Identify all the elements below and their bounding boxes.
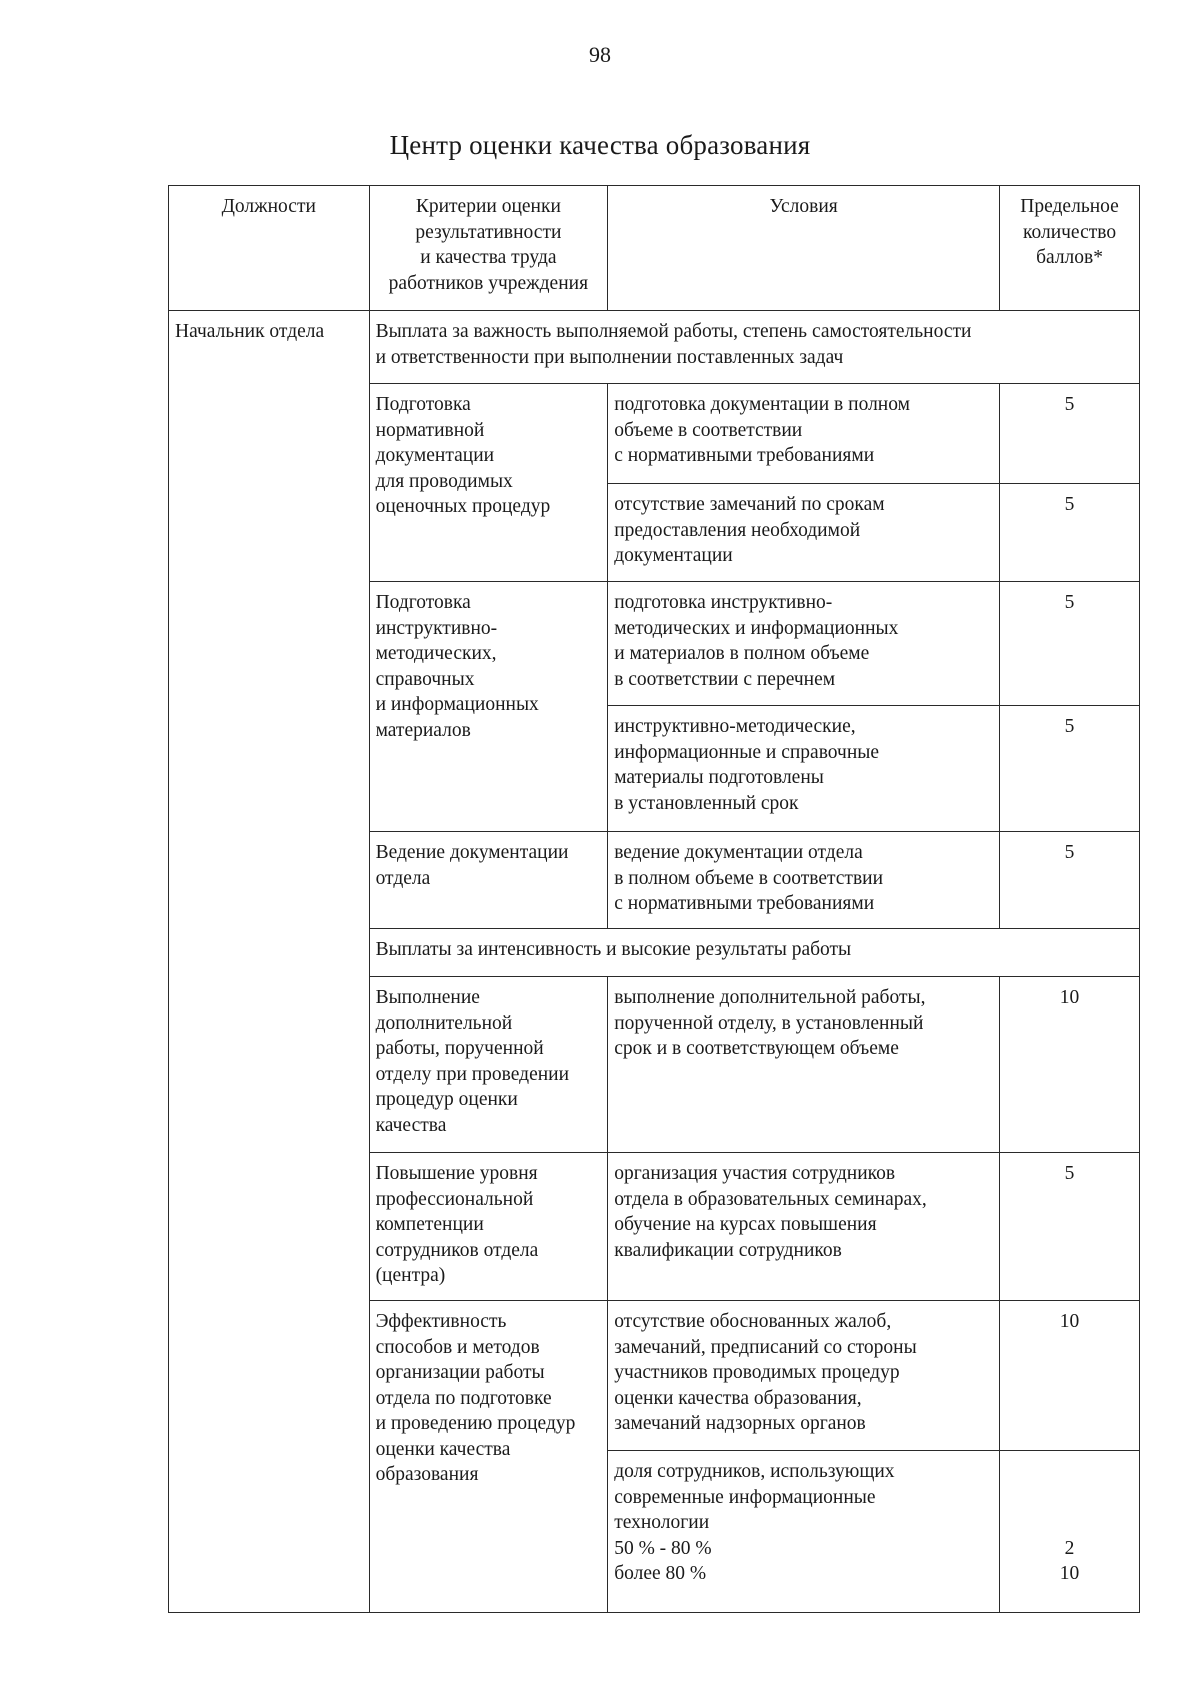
header-criteria: Критерии оценки результативности и качества труда работников учреждения <box>369 186 608 311</box>
criterion-name: Эффективность способов и методов организации работы отдела по подготовке и проведению процедур оценки качества образования <box>369 1301 608 1613</box>
condition-text: выполнение дополнительной работы, порученной отделу, в установленный срок и в соответствующем объеме <box>608 977 1000 1153</box>
points-spacer <box>1006 1459 1133 1485</box>
points-value: 2 <box>1064 1537 1075 1559</box>
points-spacer <box>1006 1485 1133 1511</box>
points-value: 5 <box>1000 706 1140 832</box>
points-value: 10 <box>1000 1301 1140 1451</box>
criterion-name: Ведение документации отдела <box>369 832 608 929</box>
points-value: 5 <box>1000 832 1140 929</box>
condition-text: организация участия сотрудников отдела в образовательных семинарах, обучение на курсах повышения квалификации сотрудников <box>608 1153 1000 1301</box>
criterion-name: Подготовка нормативной документации для проводимых оценочных процедур <box>369 384 608 582</box>
points-value: 5 <box>1000 484 1140 582</box>
points-cell <box>1000 1451 1140 1613</box>
condition-text: подготовка инструктивно- методических и информационных и материалов в полном объеме в соответствии с перечнем <box>608 582 1000 706</box>
condition-text: подготовка документации в полном объеме в соответствии с нормативными требованиями <box>608 384 1000 484</box>
points-value: 5 <box>1000 582 1140 706</box>
header-max-points: Предельное количество баллов* <box>1000 186 1140 311</box>
points-value: 5 <box>1000 384 1140 484</box>
condition-text: доля сотрудников, использующих современные информационные технологии <box>614 1461 895 1533</box>
condition-cell <box>608 1451 1000 1613</box>
points-value: 10 <box>1059 1563 1080 1584</box>
condition-text: отсутствие замечаний по срокам предоставления необходимой документации <box>608 484 1000 582</box>
section-title: Выплата за важность выполняемой работы, степень самостоятельности и ответственности при выполнении поставленных задач <box>369 311 1139 384</box>
criterion-name: Повышение уровня профессиональной компетенции сотрудников отдела (центра) <box>369 1153 608 1301</box>
criteria-table <box>168 185 1140 1613</box>
position-cell: Начальник отдела <box>169 311 370 1613</box>
section-row <box>169 311 1140 384</box>
section-title: Выплаты за интенсивность и высокие результаты работы <box>369 929 1139 977</box>
criterion-name: Выполнение дополнительной работы, порученной отделу при проведении процедур оценки качества <box>369 977 608 1153</box>
points-value: 10 <box>1000 977 1140 1153</box>
criterion-name: Подготовка инструктивно- методических, справочных и информационных материалов <box>369 582 608 832</box>
range-label: 50 % - 80 % <box>614 1537 712 1559</box>
page-number: 98 <box>589 42 611 67</box>
header-positions: Должности <box>169 186 370 311</box>
condition-text: отсутствие обоснованных жалоб, замечаний, предписаний со стороны участников проводимых процедур оценки качества образования, замечаний надзорных органов <box>608 1301 1000 1451</box>
page-title: Центр оценки качества образования <box>389 130 811 160</box>
condition-text: ведение документации отдела в полном объеме в соответствии с нормативными требованиями <box>608 832 1000 929</box>
table-header-row <box>169 186 1140 311</box>
range-label: более 80 % <box>614 1563 707 1584</box>
header-conditions: Условия <box>608 186 1000 311</box>
points-value: 5 <box>1000 1153 1140 1301</box>
condition-text: инструктивно-методические, информационные и справочные материалы подготовлены в установленный срок <box>608 706 1000 832</box>
points-spacer <box>1006 1510 1133 1536</box>
